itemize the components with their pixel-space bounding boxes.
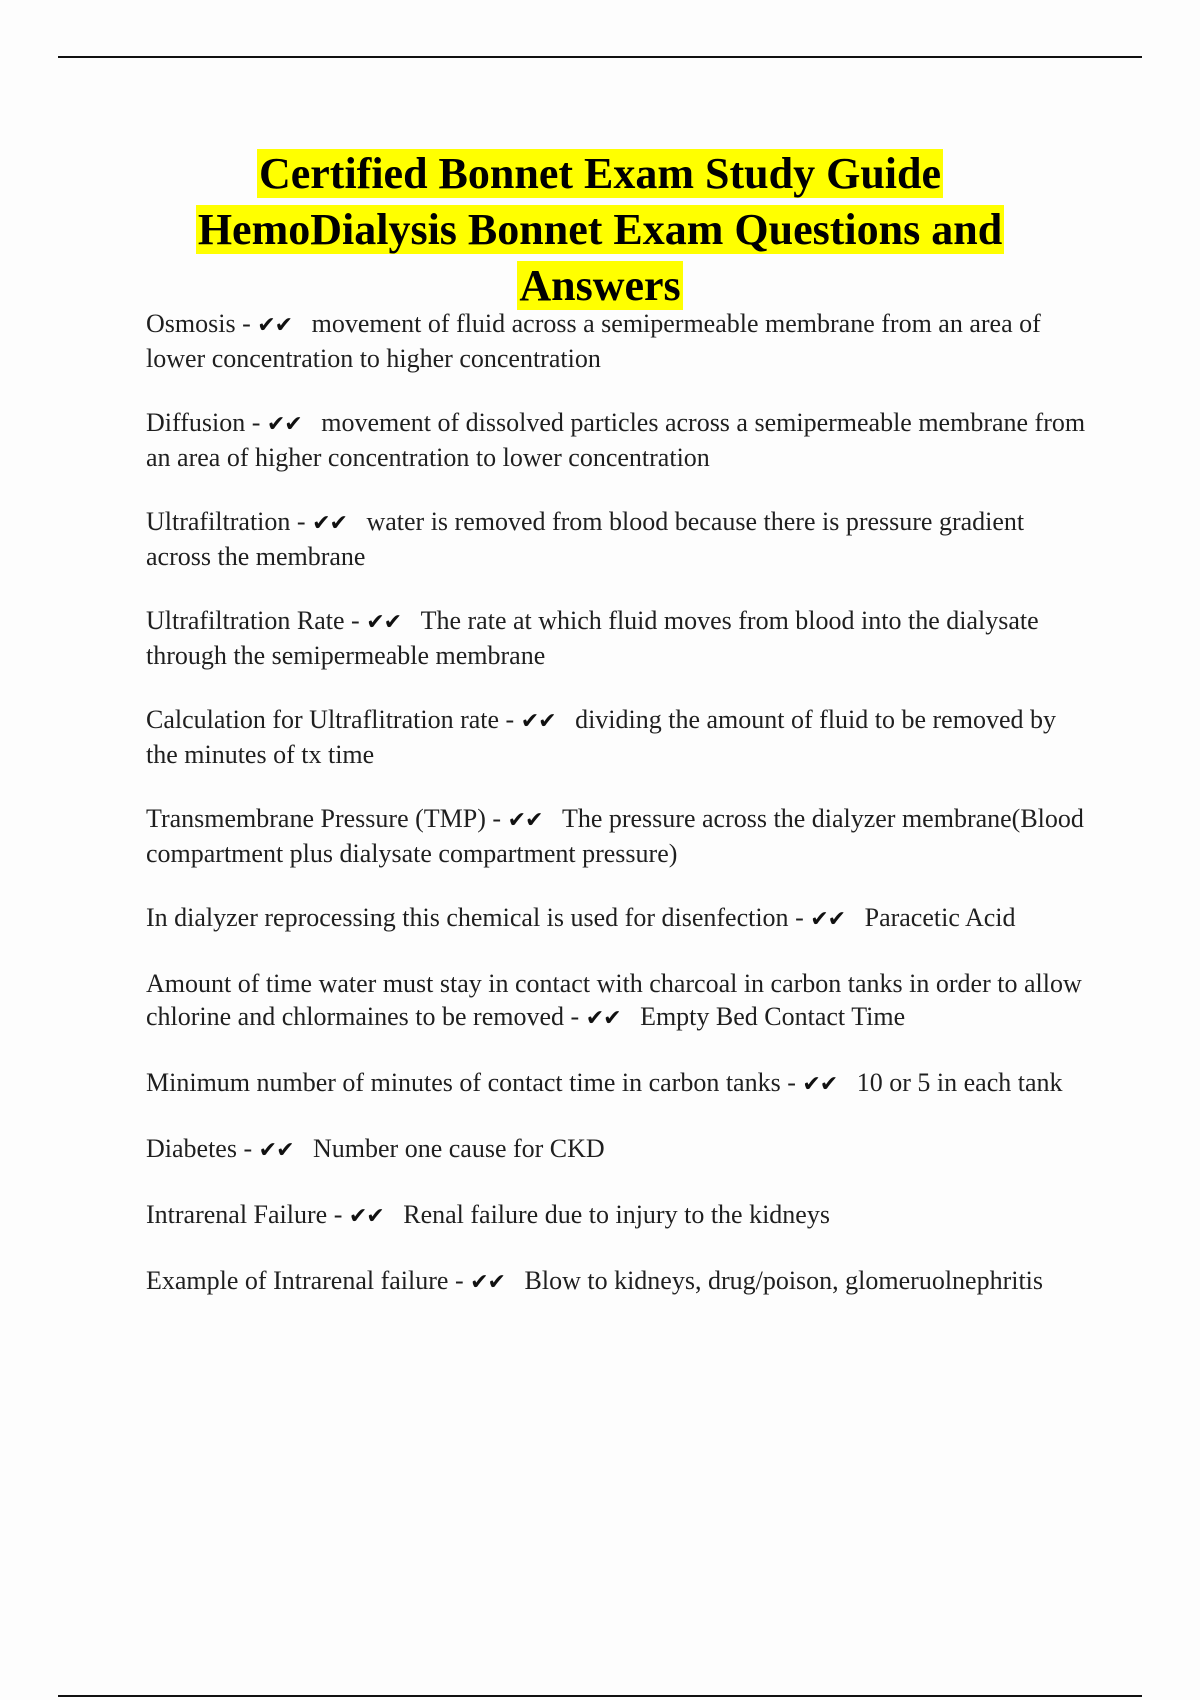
double-check-icon: ✔✔ xyxy=(470,1270,505,1295)
qa-separator: - xyxy=(485,804,508,833)
qa-item xyxy=(146,802,1092,870)
qa-item xyxy=(146,1198,1092,1233)
qa-separator: - xyxy=(780,1068,803,1097)
qa-item xyxy=(146,1132,1092,1167)
qa-term: Amount of time water must stay in contact with charcoal in carbon tanks in order to allow chlorine and chlormaines to be removed xyxy=(146,969,1082,1031)
double-check-icon: ✔✔ xyxy=(802,1072,838,1097)
qa-separator: - xyxy=(499,705,521,734)
qa-list xyxy=(146,307,1092,1330)
qa-item xyxy=(146,505,1092,573)
qa-term: In dialyzer reprocessing this chemical is used for disenfection xyxy=(146,903,789,932)
qa-term: Ultrafiltration xyxy=(146,507,291,536)
double-check-icon: ✔✔ xyxy=(366,610,402,635)
qa-separator: - xyxy=(327,1200,349,1229)
qa-answer: Number one cause for CKD xyxy=(313,1134,605,1163)
qa-separator: - xyxy=(236,1134,259,1163)
qa-item xyxy=(146,1264,1092,1299)
qa-separator: - xyxy=(564,1002,586,1031)
qa-answer: movement of dissolved particles across a semipermeable membrane from an area of higher concentration to lower concentration xyxy=(146,408,1086,472)
qa-item xyxy=(146,307,1092,375)
qa-term: Diabetes xyxy=(146,1134,237,1163)
double-check-icon: ✔✔ xyxy=(258,1138,294,1163)
qa-answer: movement of fluid across a semipermeable membrane from an area of lower concentration to higher concentration xyxy=(146,309,1041,373)
qa-answer: The rate at which fluid moves from blood into the dialysate through the semipermeable membrane xyxy=(146,606,1039,670)
qa-item xyxy=(146,604,1092,672)
qa-answer: Empty Bed Contact Time xyxy=(640,1002,906,1031)
double-check-icon: ✔✔ xyxy=(507,808,543,833)
qa-separator: - xyxy=(235,309,258,338)
title-line-1: Certified Bonnet Exam Study Guide xyxy=(258,149,942,198)
qa-item xyxy=(146,1066,1092,1101)
qa-term: Calculation for Ultraflitration rate xyxy=(146,705,500,734)
qa-answer: Paracetic Acid xyxy=(864,903,1016,932)
qa-answer: Renal failure due to injury to the kidneys xyxy=(403,1200,830,1229)
qa-separator: - xyxy=(344,606,367,635)
qa-separator: - xyxy=(788,903,811,932)
qa-answer: dividing the amount of fluid to be removed by the minutes of tx time xyxy=(146,705,1056,769)
double-check-icon: ✔✔ xyxy=(266,412,302,437)
qa-term: Transmembrane Pressure (TMP) xyxy=(146,804,486,833)
bottom-rule xyxy=(58,1695,1142,1697)
title-line-2: HemoDialysis Bonnet Exam Questions and xyxy=(197,205,1003,254)
double-check-icon: ✔✔ xyxy=(810,907,846,932)
qa-answer: Blow to kidneys, drug/poison, glomeruolnephritis xyxy=(524,1266,1044,1295)
qa-answer: The pressure across the dialyzer membrane(Blood compartment plus dialysate compartment pressure) xyxy=(146,804,1084,868)
qa-answer: water is removed from blood because there is pressure gradient across the membrane xyxy=(146,507,1025,571)
qa-separator: - xyxy=(448,1266,471,1295)
qa-item xyxy=(146,901,1092,936)
qa-item xyxy=(146,703,1092,771)
double-check-icon: ✔✔ xyxy=(520,709,556,734)
title-line-3: Answers xyxy=(519,261,681,310)
qa-item xyxy=(146,967,1092,1035)
qa-separator: - xyxy=(245,408,267,437)
qa-answer: 10 or 5 in each tank xyxy=(856,1068,1063,1097)
top-rule xyxy=(58,56,1142,58)
qa-term: Osmosis xyxy=(146,309,236,338)
qa-separator: - xyxy=(290,507,313,536)
document-title xyxy=(100,146,1100,314)
qa-term: Diffusion xyxy=(146,408,246,437)
qa-term: Ultrafiltration Rate xyxy=(146,606,345,635)
double-check-icon: ✔✔ xyxy=(312,511,347,536)
qa-term: Example of Intrarenal failure xyxy=(146,1266,449,1295)
double-check-icon: ✔✔ xyxy=(585,1006,621,1031)
double-check-icon: ✔✔ xyxy=(257,313,293,338)
qa-item xyxy=(146,406,1092,474)
double-check-icon: ✔✔ xyxy=(348,1204,384,1229)
qa-term: Intrarenal Failure xyxy=(146,1200,328,1229)
qa-term: Minimum number of minutes of contact time in carbon tanks xyxy=(146,1068,781,1097)
